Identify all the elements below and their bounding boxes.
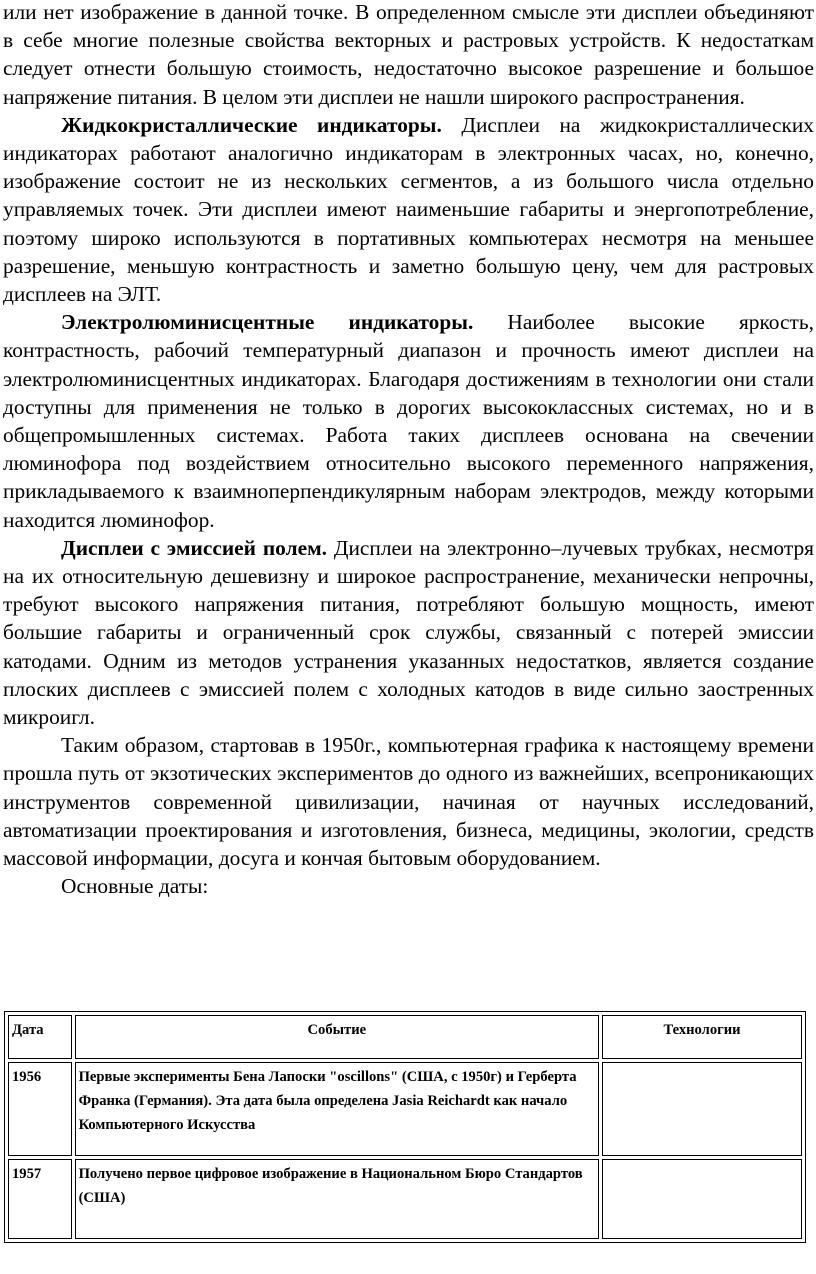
cell-event: Первые эксперименты Бена Лапоски "oscillons" (США, с 1950г) и Герберта Франка (Германия). Эта дата была определена Jasia Reichardt как начало Компьютерного Искусства	[75, 1062, 600, 1156]
paragraph-intro: или нет изображение в данной точке. В определенном смысле эти дисплеи объединяют в себе многие полезные свойства векторных и растровых устройств. К недостаткам следует отнести большую стоимость, недостаточно высокое разрешение и большое напряжение питания. В целом эти дисплеи не нашли широкого распространения.	[3, 0, 814, 109]
paragraph-lcd	[3, 111, 814, 308]
table-header-row	[8, 1015, 802, 1059]
table-row	[8, 1159, 802, 1239]
table-row	[8, 1062, 802, 1156]
text-field-emission: Дисплеи на электронно–лучевых трубках, несмотря на их относительную дешевизну и широкое распространение, механически непрочны, требуют высокого напряжения питания, потребляют большую мощность, имеют большие габариты и ограниченный срок службы, связанный с потерей эмиссии катодами. Одним из методов устранения указанных недостатков, является создание плоских дисплеев с эмиссией полем с холодных катодов в виде сильно заостренных микроигл.	[3, 535, 814, 730]
header-date: Дата	[8, 1015, 72, 1059]
heading-field-emission: Дисплеи с эмиссией полем.	[61, 535, 327, 560]
heading-lcd: Жидкокристаллические индикаторы.	[61, 112, 442, 137]
paragraph-key-dates: Основные даты:	[61, 874, 209, 899]
cell-date: 1956	[8, 1062, 72, 1156]
document-page	[3, 0, 814, 901]
header-event: Событие	[75, 1015, 600, 1059]
paragraph-conclusion: Таким образом, стартовав в 1950г., компьютерная графика к настоящему времени прошла путь от экзотических экспериментов до одного из важнейших, всепроникающих инструментов современной цивилизации, начиная от научных исследований, автоматизации проектирования и изготовления, бизнеса, медицины, экологии, средств массовой информации, досуга и кончая бытовым оборудованием.	[3, 733, 814, 871]
cell-date: 1957	[8, 1159, 72, 1239]
key-dates-table	[4, 1011, 806, 1243]
text-lcd: Дисплеи на жидкокристаллических индикаторах работают аналогично индикаторам в электронных часах, но, конечно, изображение состоит не из нескольких сегментов, а из большого числа отдельно управляемых точек. Эти дисплеи имеют наименьшие габариты и энергопотребление, поэтому широко используются в портативных компьютерах несмотря на меньшее разрешение, меньшую контрастность и заметно большую цену, чем для растровых дисплеев на ЭЛТ.	[3, 112, 814, 307]
header-tech: Технологии	[602, 1015, 802, 1059]
cell-tech	[602, 1062, 802, 1156]
cell-tech	[602, 1159, 802, 1239]
paragraph-field-emission	[3, 534, 814, 731]
heading-electroluminescent: Электролюминисцентные индикаторы.	[61, 310, 474, 335]
paragraph-electroluminescent	[3, 308, 814, 534]
cell-event: Получено первое цифровое изображение в Национальном Бюро Стандартов (США)	[75, 1159, 600, 1239]
text-electroluminescent: Наиболее высокие яркость, контрастность, рабочий температурный диапазон и прочность имеют дисплеи на электролюминисцентных индикаторах. Благодаря достижениям в технологии они стали доступны для применения не только в дорогих высококлассных системах, но и в общепромышленных системах. Работа таких дисплеев основана на свечении люминофора под воздействием относительно высокого переменного напряжения, прикладываемого к взаимноперпендикулярным наборам электродов, между которыми находится люминофор.	[3, 310, 814, 532]
